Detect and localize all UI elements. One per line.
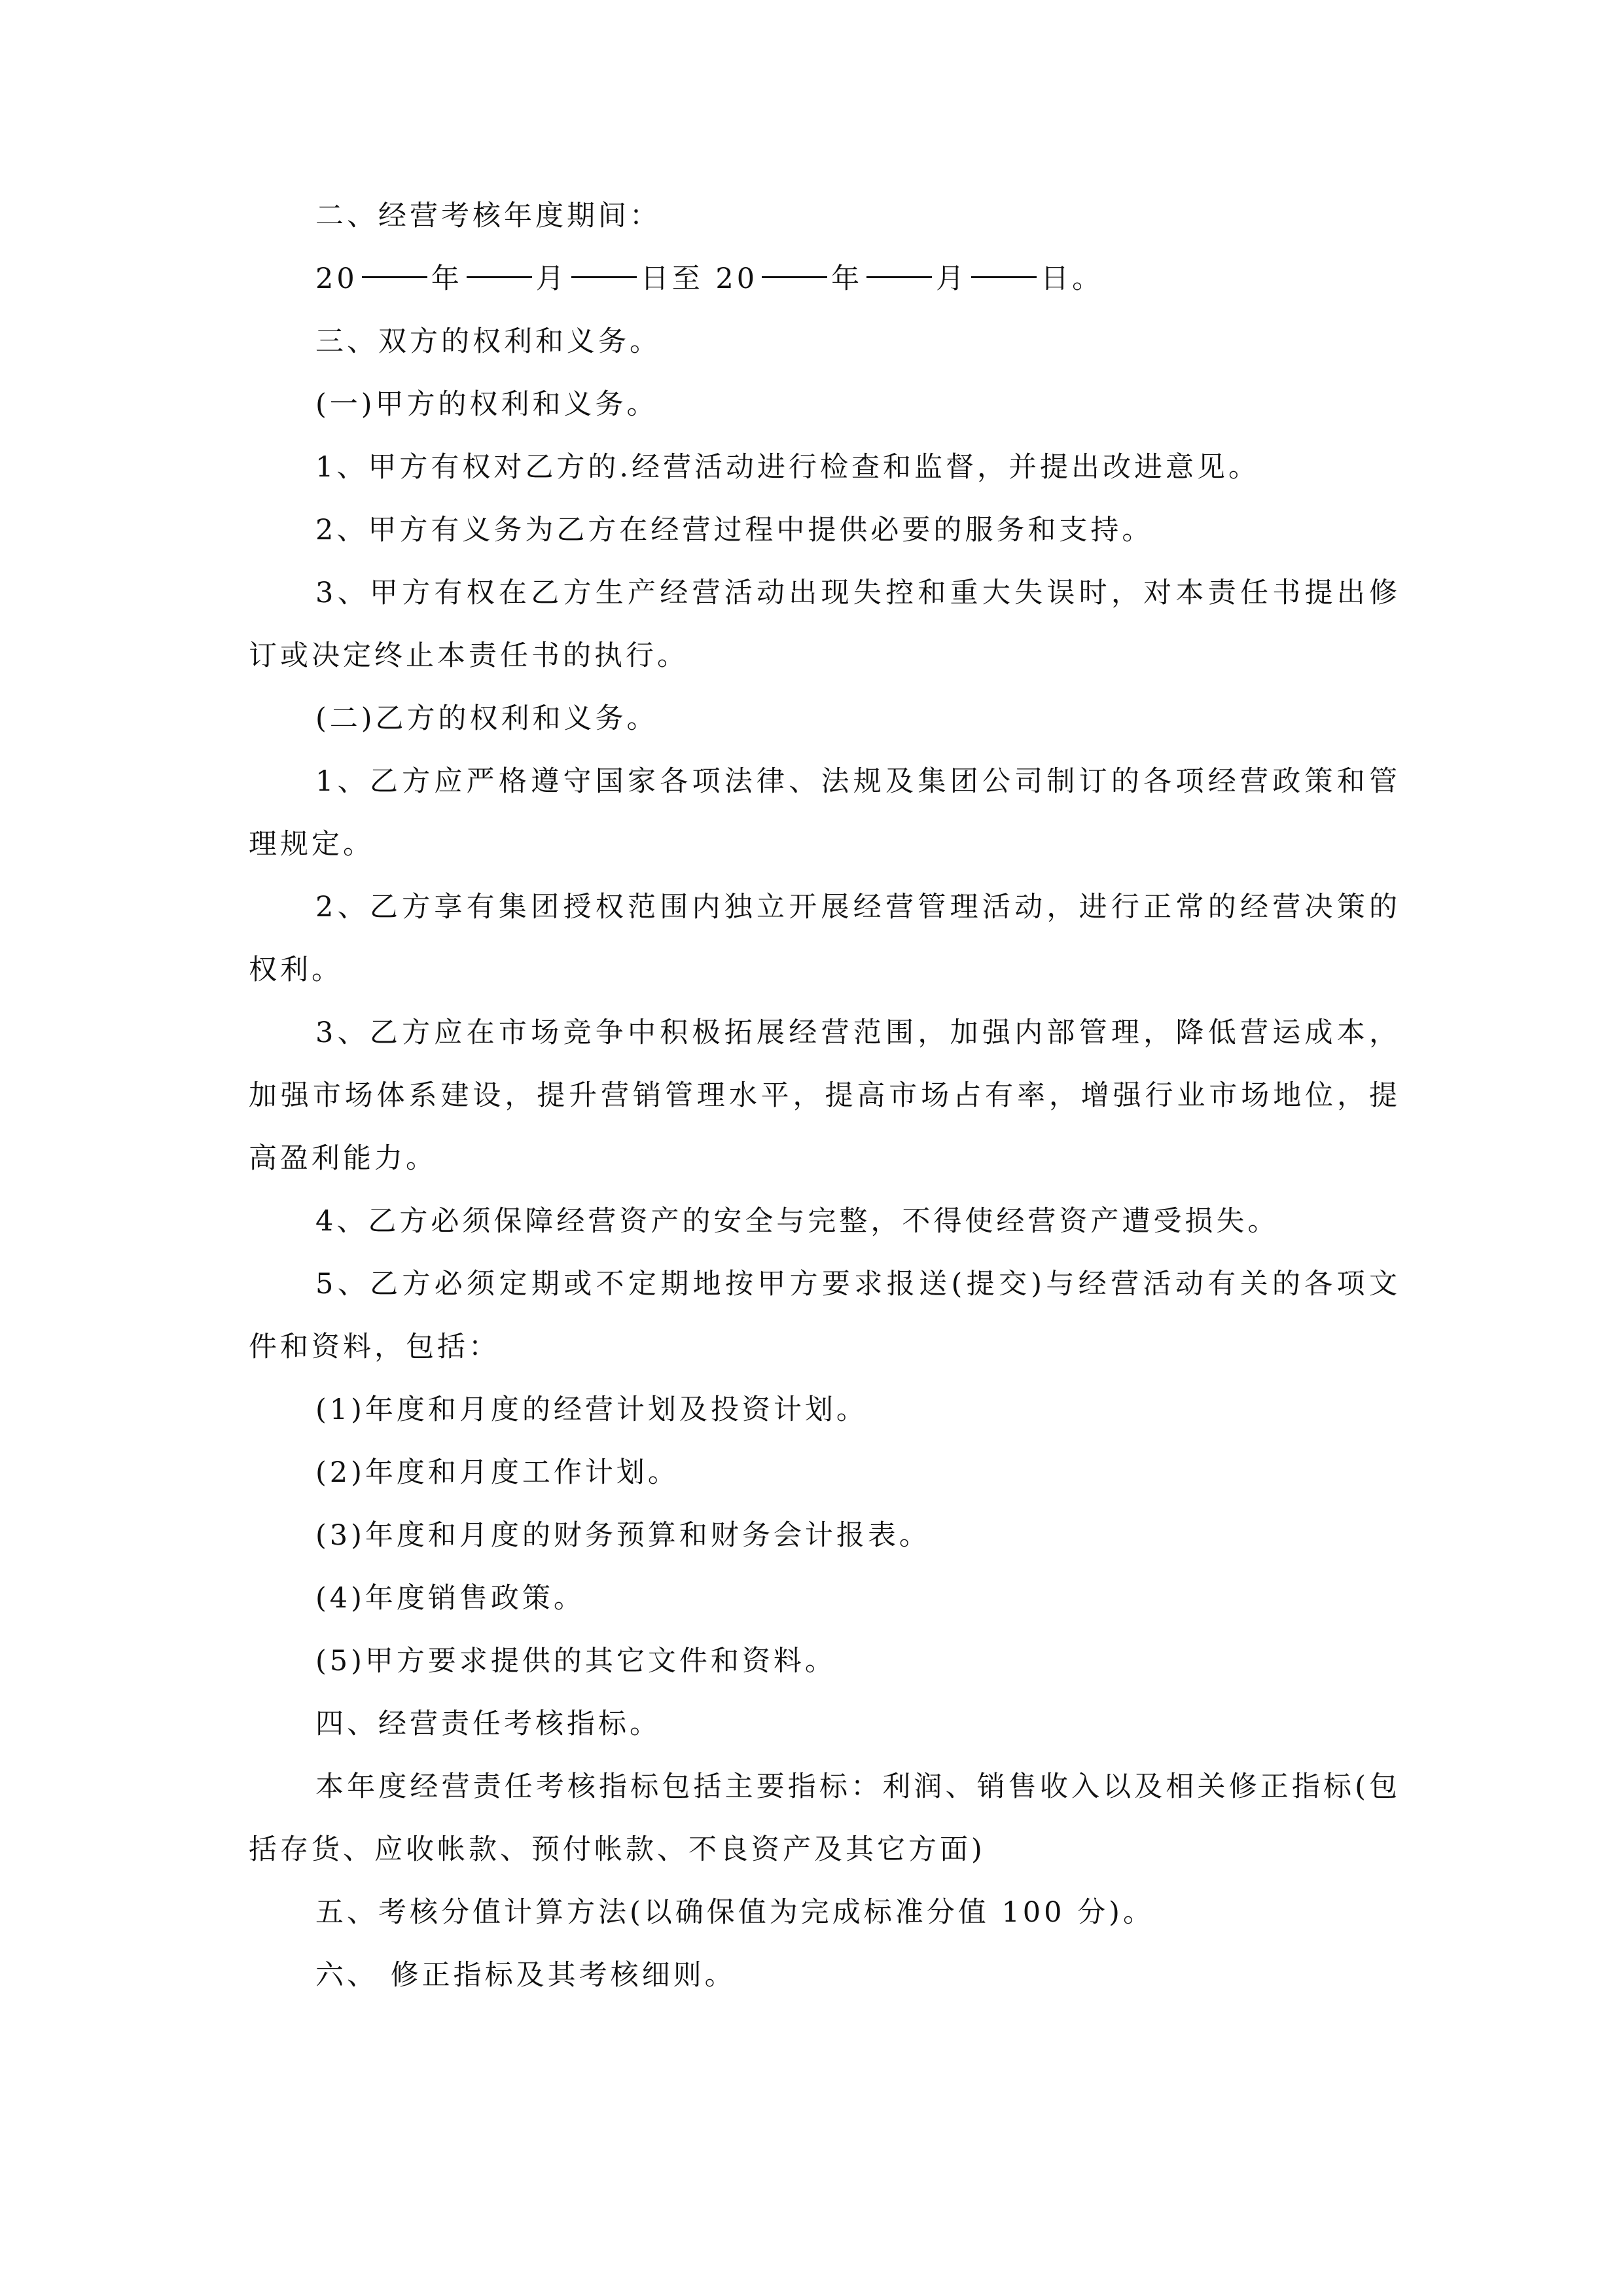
document-body [249, 185, 1400, 2007]
blank-field [467, 276, 532, 278]
date-text: 日至 20 [640, 262, 758, 295]
docs-list-item: (2)年度和月度工作计划。 [315, 1456, 679, 1489]
date-text: 20 [315, 262, 358, 295]
party-b-item: 5、乙方必须定期或不定期地按甲方要求报送(提交)与经营活动有关的各项文件和资料，包括： [249, 1268, 1400, 1363]
party-b-item: 2、乙方享有集团授权范围内独立开展经营管理活动，进行正常的经营决策的权利。 [249, 891, 1400, 986]
date-text: 年 [431, 262, 463, 295]
date-text: 年 [831, 262, 863, 295]
blank-field [571, 276, 637, 278]
date-text: 日。 [1041, 262, 1104, 295]
party-a-title: (一)甲方的权利和义务。 [315, 388, 658, 421]
section-4-body: 本年度经营责任考核指标包括主要指标：利润、销售收入以及相关修正指标(包括存货、应收帐款、预付帐款、不良资产及其它方面) [249, 1770, 1400, 1866]
date-text: 月 [936, 262, 968, 295]
blank-field [762, 276, 827, 278]
blank-field [866, 276, 932, 278]
party-a-item: 1、甲方有权对乙方的.经营活动进行检查和监督，并提出改进意见。 [315, 451, 1260, 484]
party-a-item: 2、甲方有义务为乙方在经营过程中提供必要的服务和支持。 [315, 514, 1154, 547]
section-3-title: 三、双方的权利和义务。 [315, 325, 661, 358]
docs-list-item: (1)年度和月度的经营计划及投资计划。 [315, 1393, 868, 1426]
date-text: 月 [535, 262, 567, 295]
party-b-item: 4、乙方必须保障经营资产的安全与完整，不得使经营资产遭受损失。 [315, 1205, 1279, 1238]
docs-list-item: (4)年度销售政策。 [315, 1582, 585, 1615]
party-b-item: 1、乙方应严格遵守国家各项法律、法规及集团公司制订的各项经营政策和管理规定。 [249, 765, 1400, 861]
section-2-title: 二、经营考核年度期间： [315, 200, 661, 232]
blank-field [362, 276, 427, 278]
section-4-title: 四、经营责任考核指标。 [315, 1708, 661, 1740]
party-a-item: 3、甲方有权在乙方生产经营活动出现失控和重大失误时，对本责任书提出修订或决定终止本责任书的执行。 [249, 577, 1400, 672]
blank-field [971, 276, 1037, 278]
party-b-title: (二)乙方的权利和义务。 [315, 702, 658, 735]
docs-list-item: (5)甲方要求提供的其它文件和资料。 [315, 1645, 836, 1677]
docs-list-item: (3)年度和月度的财务预算和财务会计报表。 [315, 1519, 931, 1552]
party-b-item: 3、乙方应在市场竞争中积极拓展经营范围，加强内部管理，降低营运成本，加强市场体系建设，提升营销管理水平，提高市场占有率，增强行业市场地位，提高盈利能力。 [249, 1016, 1400, 1175]
period-date-line [249, 247, 1400, 310]
section-6-title: 六、 修正指标及其考核细则。 [315, 1959, 736, 1992]
section-5-title: 五、考核分值计算方法(以确保值为完成标准分值 100 分)。 [315, 1896, 1154, 1929]
